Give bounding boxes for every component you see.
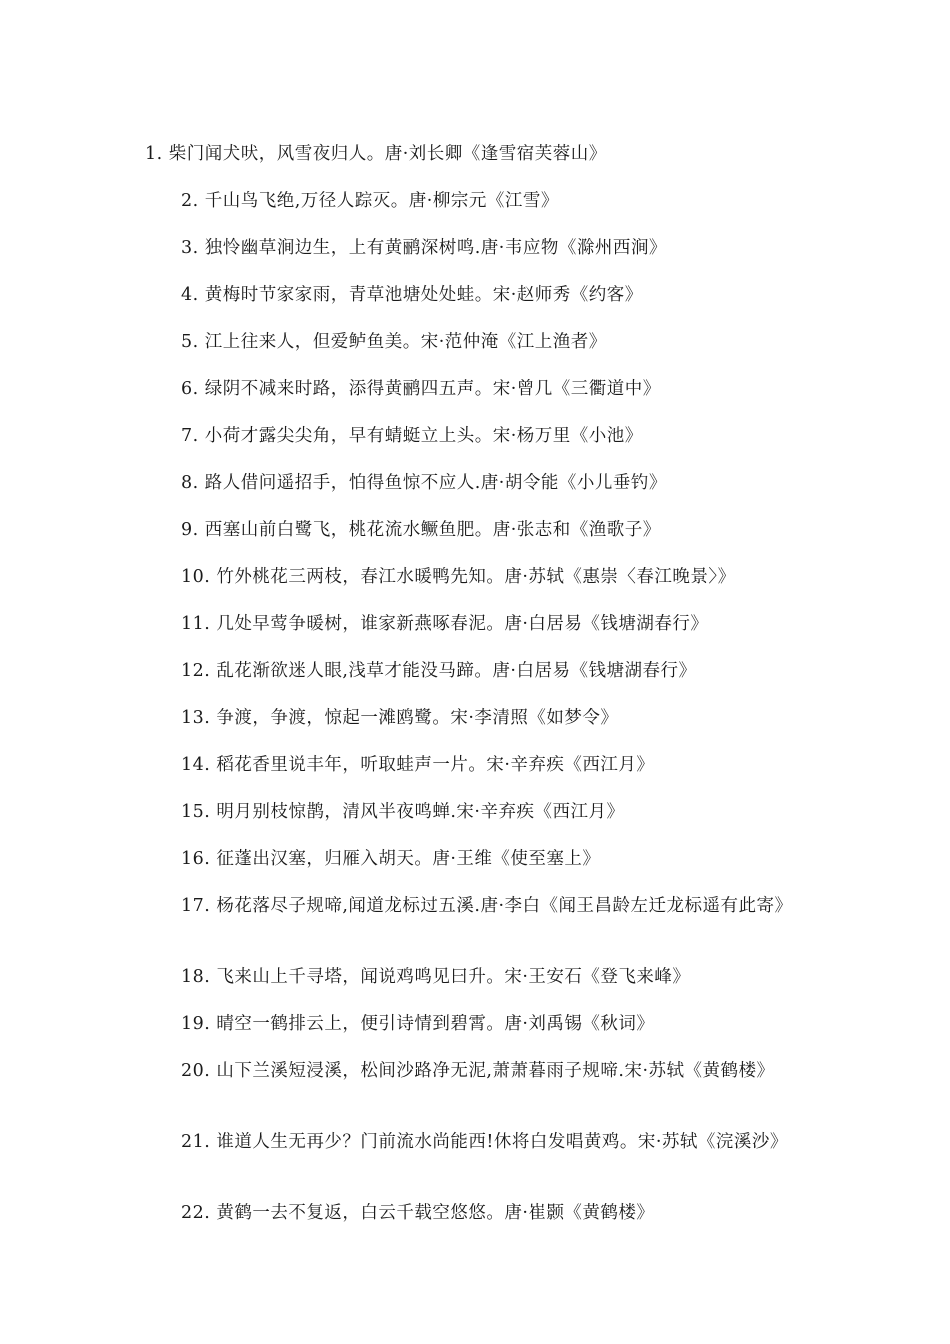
poem-line-6	[145, 377, 810, 401]
line-number: 2.	[181, 190, 199, 211]
poem-line-10	[145, 565, 810, 589]
line-text: 竹外桃花三两枝，春江水暖鸭先知。唐·苏轼《惠崇〈春江晚景〉》	[216, 566, 736, 587]
line-text: 征蓬出汉塞，归雁入胡天。唐·王维《使至塞上》	[216, 848, 601, 869]
line-number: 11.	[181, 613, 211, 634]
line-text: 稻花香里说丰年，听取蛙声一片。宋·辛弃疾《西江月》	[216, 754, 655, 775]
line-number: 4.	[181, 284, 199, 305]
poem-line-8	[145, 471, 810, 495]
line-text: 黄梅时节家家雨，青草池塘处处蛙。宋·赵师秀《约客》	[204, 284, 643, 305]
line-number: 5.	[181, 331, 199, 352]
line-number: 17.	[181, 895, 211, 916]
poem-line-11	[145, 612, 810, 636]
line-number: 8.	[181, 472, 199, 493]
poem-line-15	[145, 800, 810, 824]
poem-line-7	[145, 424, 810, 448]
line-text: 黄鹤一去不复返，白云千载空悠悠。唐·崔颢《黄鹤楼》	[216, 1202, 655, 1223]
line-number: 20.	[181, 1060, 211, 1081]
poem-line-16	[145, 847, 810, 871]
poem-line-3	[145, 236, 810, 260]
poem-line-2	[145, 189, 810, 213]
line-text: 几处早莺争暖树，谁家新燕啄春泥。唐·白居易《钱塘湖春行》	[216, 613, 709, 634]
line-text: 绿阴不减来时路，添得黄鹂四五声。宋·曾几《三衢道中》	[204, 378, 661, 399]
poem-line-19	[145, 1012, 810, 1036]
line-number: 7.	[181, 425, 199, 446]
line-number: 14.	[181, 754, 211, 775]
poem-line-18	[145, 965, 810, 989]
line-text: 山下兰溪短浸溪，松间沙路净无泥,萧萧暮雨子规啼.宋·苏轼《黄鹤楼》	[216, 1060, 775, 1081]
line-text: 独怜幽草涧边生，上有黄鹂深树鸣.唐·韦应物《滁州西涧》	[204, 237, 667, 258]
line-number: 10.	[181, 566, 211, 587]
line-text: 飞来山上千寻塔，闻说鸡鸣见曰升。宋·王安石《登飞来峰》	[216, 966, 691, 987]
line-number: 13.	[181, 707, 211, 728]
poem-line-4	[145, 283, 810, 307]
line-number: 16.	[181, 848, 211, 869]
line-text: 千山鸟飞绝,万径人踪灭。唐·柳宗元《江雪》	[204, 190, 559, 211]
poem-line-20	[145, 1059, 810, 1083]
line-text: 西塞山前白鹭飞，桃花流水鳜鱼肥。唐·张志和《渔歌子》	[204, 519, 661, 540]
poem-line-5	[145, 330, 810, 354]
line-number: 9.	[181, 519, 199, 540]
line-text: 杨花落尽子规啼,闻道龙标过五溪.唐·李白《闻王昌龄左迁龙标遥有此寄》	[216, 895, 793, 916]
poem-line-14	[145, 753, 810, 777]
poem-line-13	[145, 706, 810, 730]
line-number: 15.	[181, 801, 211, 822]
line-text: 明月别枝惊鹊，清风半夜鸣蝉.宋·辛弃疾《西江月》	[216, 801, 625, 822]
line-number: 21.	[181, 1131, 211, 1152]
poem-line-9	[145, 518, 810, 542]
line-number: 19.	[181, 1013, 211, 1034]
line-text: 柴门闻犬吠，风雪夜归人。唐·刘长卿《逢雪宿芙蓉山》	[168, 143, 607, 164]
line-text: 乱花渐欲迷人眼,浅草才能没马蹄。唐·白居易《钱塘湖春行》	[216, 660, 697, 681]
line-text: 小荷才露尖尖角，早有蜻蜓立上头。宋·杨万里《小池》	[204, 425, 643, 446]
line-number: 1.	[145, 143, 163, 164]
poem-line-22	[145, 1201, 810, 1225]
line-text: 争渡，争渡，惊起一滩鸥鹭。宋·李清照《如梦令》	[216, 707, 619, 728]
line-text: 路人借问遥招手，怕得鱼惊不应人.唐·胡令能《小儿垂钓》	[204, 472, 667, 493]
line-text: 谁道人生无再少？门前流水尚能西!休将白发唱黄鸡。宋·苏轼《浣溪沙》	[216, 1131, 788, 1152]
poem-line-17	[145, 894, 810, 918]
line-number: 3.	[181, 237, 199, 258]
poem-line-1	[145, 142, 810, 166]
line-number: 6.	[181, 378, 199, 399]
line-text: 江上往来人，但爱鲈鱼美。宋·范仲淹《江上渔者》	[204, 331, 607, 352]
poem-line-21	[145, 1130, 810, 1154]
line-number: 22.	[181, 1202, 211, 1223]
line-number: 12.	[181, 660, 211, 681]
poem-line-12	[145, 659, 810, 683]
line-text: 晴空一鹤排云上，便引诗情到碧霄。唐·刘禹锡《秋词》	[216, 1013, 655, 1034]
line-number: 18.	[181, 966, 211, 987]
